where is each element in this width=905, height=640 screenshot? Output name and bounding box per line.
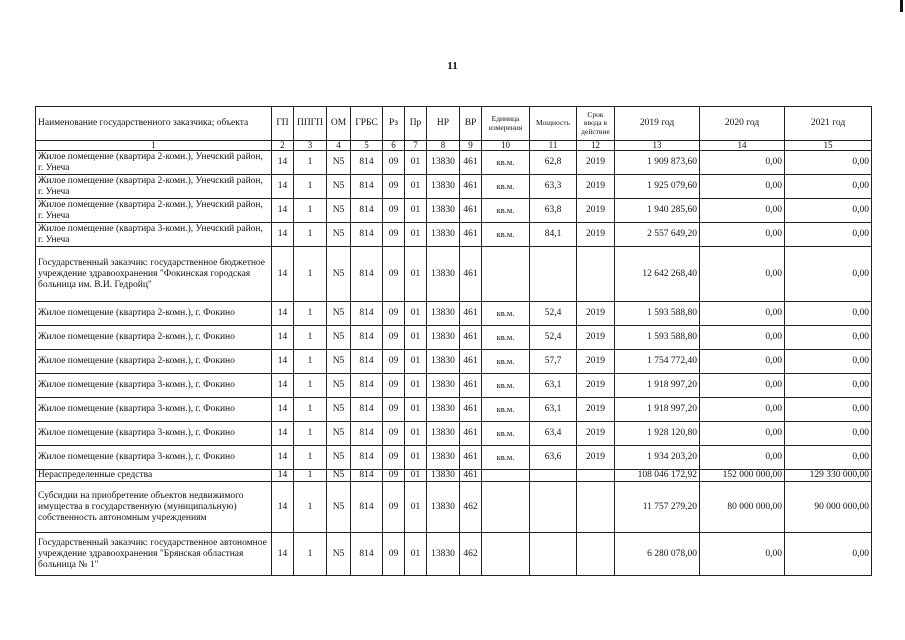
cell-gp: 14 xyxy=(272,326,294,350)
cell-term: 2019 xyxy=(577,302,615,326)
cell-capacity xyxy=(530,470,577,482)
cell-rz: 09 xyxy=(383,446,405,470)
cell-capacity: 84,1 xyxy=(530,223,577,247)
cell-2020: 0,00 xyxy=(700,199,785,223)
cell-vr: 461 xyxy=(460,398,482,422)
cell-2020: 0,00 xyxy=(700,223,785,247)
table-row xyxy=(36,175,872,199)
column-index: 14 xyxy=(700,141,785,151)
cell-np: 13830 xyxy=(427,482,460,533)
cell-grbs: 814 xyxy=(351,482,383,533)
header-ppgp: ППГП xyxy=(294,107,327,141)
cell-vr: 461 xyxy=(460,223,482,247)
cell-capacity xyxy=(530,247,577,302)
cell-rz: 09 xyxy=(383,326,405,350)
cell-2021: 0,00 xyxy=(785,302,872,326)
header-2019: 2019 год xyxy=(615,107,700,141)
cell-term: 2019 xyxy=(577,199,615,223)
table-row xyxy=(36,374,872,398)
table-row xyxy=(36,302,872,326)
cell-ppgp: 1 xyxy=(294,326,327,350)
cell-rz: 09 xyxy=(383,374,405,398)
cell-vr: 461 xyxy=(460,350,482,374)
cell-term xyxy=(577,482,615,533)
cell-gp: 14 xyxy=(272,533,294,576)
cell-2020: 0,00 xyxy=(700,374,785,398)
cell-term: 2019 xyxy=(577,151,615,175)
cell-2020: 0,00 xyxy=(700,151,785,175)
cell-np: 13830 xyxy=(427,374,460,398)
table-header-row xyxy=(36,107,872,141)
cell-gp: 14 xyxy=(272,398,294,422)
cell-pr: 01 xyxy=(405,422,427,446)
cell-term: 2019 xyxy=(577,374,615,398)
cell-grbs: 814 xyxy=(351,199,383,223)
cell-pr: 01 xyxy=(405,151,427,175)
cell-om: N5 xyxy=(327,302,351,326)
cell-rz: 09 xyxy=(383,422,405,446)
cell-ppgp: 1 xyxy=(294,223,327,247)
cell-unit: кв.м. xyxy=(482,422,530,446)
cell-np: 13830 xyxy=(427,247,460,302)
cell-pr: 01 xyxy=(405,302,427,326)
cell-grbs: 814 xyxy=(351,446,383,470)
cell-rz: 09 xyxy=(383,223,405,247)
cell-pr: 01 xyxy=(405,223,427,247)
cell-ppgp: 1 xyxy=(294,151,327,175)
cell-grbs: 814 xyxy=(351,374,383,398)
header-name: Наименование государственного заказчика; объекта xyxy=(36,107,272,141)
cell-2019: 2 557 649,20 xyxy=(615,223,700,247)
cell-capacity: 63,3 xyxy=(530,175,577,199)
cell-2019: 11 757 279,20 xyxy=(615,482,700,533)
cell-np: 13830 xyxy=(427,151,460,175)
cell-np: 13830 xyxy=(427,326,460,350)
cell-2021: 0,00 xyxy=(785,247,872,302)
cell-capacity xyxy=(530,533,577,576)
cell-ppgp: 1 xyxy=(294,398,327,422)
cell-unit: кв.м. xyxy=(482,326,530,350)
cell-pr: 01 xyxy=(405,247,427,302)
cell-rz: 09 xyxy=(383,470,405,482)
cell-vr: 461 xyxy=(460,470,482,482)
table-row xyxy=(36,350,872,374)
cell-2020: 152 000 000,00 xyxy=(700,470,785,482)
cell-np: 13830 xyxy=(427,533,460,576)
cell-grbs: 814 xyxy=(351,398,383,422)
cell-capacity: 63,1 xyxy=(530,374,577,398)
cell-grbs: 814 xyxy=(351,223,383,247)
cell-capacity: 57,7 xyxy=(530,350,577,374)
cell-capacity: 63,4 xyxy=(530,422,577,446)
cell-2021: 0,00 xyxy=(785,533,872,576)
cell-om: N5 xyxy=(327,422,351,446)
cell-grbs: 814 xyxy=(351,247,383,302)
cell-2021: 0,00 xyxy=(785,223,872,247)
cell-om: N5 xyxy=(327,247,351,302)
table-row xyxy=(36,398,872,422)
cell-2021: 0,00 xyxy=(785,446,872,470)
table-row xyxy=(36,533,872,576)
cell-gp: 14 xyxy=(272,446,294,470)
cell-rz: 09 xyxy=(383,350,405,374)
cell-unit: кв.м. xyxy=(482,223,530,247)
cell-2019: 1 909 873,60 xyxy=(615,151,700,175)
cell-name: Жилое помещение (квартира 3-комн.), г. Фокино xyxy=(36,422,272,446)
cell-om: N5 xyxy=(327,350,351,374)
cell-vr: 461 xyxy=(460,422,482,446)
cell-grbs: 814 xyxy=(351,533,383,576)
page-number: 11 xyxy=(447,60,458,72)
cell-2019: 1 928 120,80 xyxy=(615,422,700,446)
cell-2020: 0,00 xyxy=(700,302,785,326)
cell-term xyxy=(577,470,615,482)
column-index: 12 xyxy=(577,141,615,151)
cell-name: Жилое помещение (квартира 3-комн.), г. Фокино xyxy=(36,374,272,398)
cell-term xyxy=(577,247,615,302)
cell-om: N5 xyxy=(327,151,351,175)
cell-om: N5 xyxy=(327,175,351,199)
cell-pr: 01 xyxy=(405,482,427,533)
table-row xyxy=(36,470,872,482)
cell-name: Жилое помещение (квартира 2-комн.), Унечский район, г. Унеча xyxy=(36,199,272,223)
cell-np: 13830 xyxy=(427,223,460,247)
column-index: 10 xyxy=(482,141,530,151)
cell-2020: 0,00 xyxy=(700,422,785,446)
cell-name: Государственный заказчик: государственное автономное учреждение здравоохранения "Брянская областная больница № 1" xyxy=(36,533,272,576)
cell-2020: 0,00 xyxy=(700,326,785,350)
cell-gp: 14 xyxy=(272,302,294,326)
cell-pr: 01 xyxy=(405,350,427,374)
cell-pr: 01 xyxy=(405,326,427,350)
header-rz: Рз xyxy=(383,107,405,141)
cell-name: Жилое помещение (квартира 2-комн.), Унечский район, г. Унеча xyxy=(36,175,272,199)
column-index: 13 xyxy=(615,141,700,151)
cell-2021: 0,00 xyxy=(785,350,872,374)
cell-gp: 14 xyxy=(272,374,294,398)
cell-vr: 461 xyxy=(460,175,482,199)
column-index: 4 xyxy=(327,141,351,151)
cell-2020: 0,00 xyxy=(700,533,785,576)
cell-gp: 14 xyxy=(272,223,294,247)
table-row xyxy=(36,247,872,302)
cell-np: 13830 xyxy=(427,398,460,422)
header-om: ОМ xyxy=(327,107,351,141)
cell-name: Жилое помещение (квартира 2-комн.), г. Фокино xyxy=(36,302,272,326)
cell-vr: 461 xyxy=(460,326,482,350)
cell-grbs: 814 xyxy=(351,302,383,326)
cell-ppgp: 1 xyxy=(294,199,327,223)
cell-unit: кв.м. xyxy=(482,446,530,470)
cell-om: N5 xyxy=(327,446,351,470)
header-term: Срок ввода в действие xyxy=(577,107,615,141)
cell-unit: кв.м. xyxy=(482,151,530,175)
header-grbs: ГРБС xyxy=(351,107,383,141)
cell-ppgp: 1 xyxy=(294,247,327,302)
column-index: 3 xyxy=(294,141,327,151)
cell-2019: 108 046 172,92 xyxy=(615,470,700,482)
cell-grbs: 814 xyxy=(351,470,383,482)
cell-capacity xyxy=(530,482,577,533)
cell-capacity: 63,6 xyxy=(530,446,577,470)
header-2020: 2020 год xyxy=(700,107,785,141)
cell-capacity: 63,1 xyxy=(530,398,577,422)
cell-2019: 1 918 997,20 xyxy=(615,374,700,398)
cell-capacity: 52,4 xyxy=(530,326,577,350)
column-index: 8 xyxy=(427,141,460,151)
column-index: 7 xyxy=(405,141,427,151)
column-index: 9 xyxy=(460,141,482,151)
cell-vr: 461 xyxy=(460,199,482,223)
table-row xyxy=(36,223,872,247)
cell-term: 2019 xyxy=(577,398,615,422)
cell-term: 2019 xyxy=(577,223,615,247)
cell-2020: 0,00 xyxy=(700,398,785,422)
cell-vr: 461 xyxy=(460,151,482,175)
column-index: 11 xyxy=(530,141,577,151)
cell-gp: 14 xyxy=(272,422,294,446)
cell-om: N5 xyxy=(327,326,351,350)
cell-name: Жилое помещение (квартира 3-комн.), Унечский район, г. Унеча xyxy=(36,223,272,247)
cell-2019: 6 280 078,00 xyxy=(615,533,700,576)
page-edge-mark xyxy=(900,0,903,12)
cell-vr: 461 xyxy=(460,374,482,398)
cell-term xyxy=(577,533,615,576)
budget-table xyxy=(35,106,872,576)
cell-unit xyxy=(482,482,530,533)
cell-2021: 0,00 xyxy=(785,422,872,446)
cell-2021: 90 000 000,00 xyxy=(785,482,872,533)
cell-pr: 01 xyxy=(405,398,427,422)
cell-vr: 461 xyxy=(460,446,482,470)
cell-2019: 12 642 268,40 xyxy=(615,247,700,302)
cell-pr: 01 xyxy=(405,199,427,223)
cell-rz: 09 xyxy=(383,175,405,199)
column-index: 2 xyxy=(272,141,294,151)
cell-gp: 14 xyxy=(272,350,294,374)
cell-ppgp: 1 xyxy=(294,350,327,374)
cell-gp: 14 xyxy=(272,151,294,175)
cell-ppgp: 1 xyxy=(294,422,327,446)
cell-grbs: 814 xyxy=(351,350,383,374)
cell-ppgp: 1 xyxy=(294,374,327,398)
cell-2019: 1 925 079,60 xyxy=(615,175,700,199)
cell-vr: 461 xyxy=(460,247,482,302)
cell-2021: 0,00 xyxy=(785,374,872,398)
cell-2021: 0,00 xyxy=(785,151,872,175)
column-index: 6 xyxy=(383,141,405,151)
cell-name: Жилое помещение (квартира 2-комн.), Унечский район, г. Унеча xyxy=(36,151,272,175)
cell-grbs: 814 xyxy=(351,175,383,199)
cell-2021: 0,00 xyxy=(785,326,872,350)
cell-unit: кв.м. xyxy=(482,302,530,326)
cell-ppgp: 1 xyxy=(294,470,327,482)
table-row xyxy=(36,446,872,470)
cell-om: N5 xyxy=(327,199,351,223)
cell-2020: 0,00 xyxy=(700,350,785,374)
cell-pr: 01 xyxy=(405,446,427,470)
cell-ppgp: 1 xyxy=(294,533,327,576)
cell-name: Жилое помещение (квартира 2-комн.), г. Фокино xyxy=(36,350,272,374)
cell-unit xyxy=(482,533,530,576)
cell-np: 13830 xyxy=(427,350,460,374)
cell-capacity: 62,8 xyxy=(530,151,577,175)
cell-2019: 1 754 772,40 xyxy=(615,350,700,374)
cell-2019: 1 593 588,80 xyxy=(615,326,700,350)
cell-2019: 1 934 203,20 xyxy=(615,446,700,470)
cell-name: Субсидии на приобретение объектов недвижимого имущества в государственную (муниципальную) собственность автономным учреждениям xyxy=(36,482,272,533)
column-index-row xyxy=(36,141,872,151)
cell-2020: 0,00 xyxy=(700,446,785,470)
cell-np: 13830 xyxy=(427,470,460,482)
cell-name: Жилое помещение (квартира 3-комн.), г. Фокино xyxy=(36,446,272,470)
cell-pr: 01 xyxy=(405,470,427,482)
cell-rz: 09 xyxy=(383,302,405,326)
cell-term: 2019 xyxy=(577,446,615,470)
cell-unit: кв.м. xyxy=(482,199,530,223)
cell-vr: 462 xyxy=(460,533,482,576)
cell-grbs: 814 xyxy=(351,422,383,446)
cell-rz: 09 xyxy=(383,533,405,576)
cell-gp: 14 xyxy=(272,175,294,199)
table-row xyxy=(36,326,872,350)
cell-2020: 0,00 xyxy=(700,175,785,199)
header-np: НР xyxy=(427,107,460,141)
cell-pr: 01 xyxy=(405,175,427,199)
cell-2021: 0,00 xyxy=(785,398,872,422)
header-unit: Единица измерения xyxy=(482,107,530,141)
cell-2021: 0,00 xyxy=(785,175,872,199)
cell-om: N5 xyxy=(327,223,351,247)
cell-gp: 14 xyxy=(272,247,294,302)
cell-term: 2019 xyxy=(577,422,615,446)
header-capacity: Мощность xyxy=(530,107,577,141)
cell-ppgp: 1 xyxy=(294,482,327,533)
cell-np: 13830 xyxy=(427,175,460,199)
cell-2020: 80 000 000,00 xyxy=(700,482,785,533)
header-vr: ВР xyxy=(460,107,482,141)
cell-name: Жилое помещение (квартира 2-комн.), г. Фокино xyxy=(36,326,272,350)
cell-unit: кв.м. xyxy=(482,374,530,398)
cell-pr: 01 xyxy=(405,533,427,576)
cell-om: N5 xyxy=(327,533,351,576)
cell-2019: 1 918 997,20 xyxy=(615,398,700,422)
cell-om: N5 xyxy=(327,374,351,398)
cell-om: N5 xyxy=(327,482,351,533)
cell-2021: 129 330 000,00 xyxy=(785,470,872,482)
cell-vr: 461 xyxy=(460,302,482,326)
cell-np: 13830 xyxy=(427,422,460,446)
cell-term: 2019 xyxy=(577,326,615,350)
cell-np: 13830 xyxy=(427,302,460,326)
cell-grbs: 814 xyxy=(351,151,383,175)
cell-term: 2019 xyxy=(577,175,615,199)
cell-unit xyxy=(482,247,530,302)
cell-gp: 14 xyxy=(272,470,294,482)
cell-gp: 14 xyxy=(272,482,294,533)
cell-name: Государственный заказчик: государственное бюджетное учреждение здравоохранения "Фокинская городская больница им. В.И. Гедройц" xyxy=(36,247,272,302)
cell-unit: кв.м. xyxy=(482,398,530,422)
cell-rz: 09 xyxy=(383,482,405,533)
table-row xyxy=(36,482,872,533)
cell-om: N5 xyxy=(327,470,351,482)
cell-2021: 0,00 xyxy=(785,199,872,223)
header-pr: Пр xyxy=(405,107,427,141)
cell-rz: 09 xyxy=(383,199,405,223)
cell-vr: 462 xyxy=(460,482,482,533)
cell-ppgp: 1 xyxy=(294,446,327,470)
cell-ppgp: 1 xyxy=(294,175,327,199)
cell-name: Нераспределенные средства xyxy=(36,470,272,482)
cell-2019: 1 593 588,80 xyxy=(615,302,700,326)
cell-rz: 09 xyxy=(383,247,405,302)
cell-pr: 01 xyxy=(405,374,427,398)
cell-np: 13830 xyxy=(427,446,460,470)
column-index: 15 xyxy=(785,141,872,151)
table-row xyxy=(36,199,872,223)
cell-name: Жилое помещение (квартира 3-комн.), г. Фокино xyxy=(36,398,272,422)
cell-unit xyxy=(482,470,530,482)
cell-ppgp: 1 xyxy=(294,302,327,326)
cell-2019: 1 940 285,60 xyxy=(615,199,700,223)
header-gp: ГП xyxy=(272,107,294,141)
cell-np: 13830 xyxy=(427,199,460,223)
cell-unit: кв.м. xyxy=(482,175,530,199)
cell-capacity: 52,4 xyxy=(530,302,577,326)
cell-rz: 09 xyxy=(383,151,405,175)
cell-2020: 0,00 xyxy=(700,247,785,302)
table-row xyxy=(36,422,872,446)
cell-term: 2019 xyxy=(577,350,615,374)
table-row xyxy=(36,151,872,175)
cell-grbs: 814 xyxy=(351,326,383,350)
column-index: 1 xyxy=(36,141,272,151)
column-index: 5 xyxy=(351,141,383,151)
cell-om: N5 xyxy=(327,398,351,422)
header-2021: 2021 год xyxy=(785,107,872,141)
cell-capacity: 63,8 xyxy=(530,199,577,223)
cell-rz: 09 xyxy=(383,398,405,422)
cell-unit: кв.м. xyxy=(482,350,530,374)
cell-gp: 14 xyxy=(272,199,294,223)
